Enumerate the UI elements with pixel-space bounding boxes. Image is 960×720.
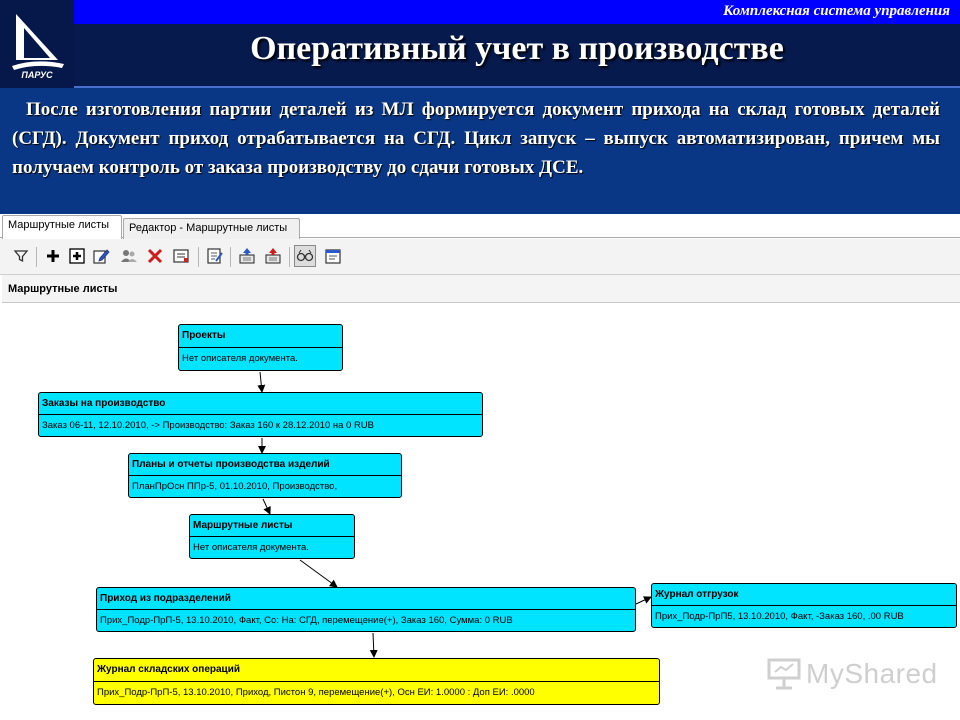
node-projects[interactable] <box>178 324 343 371</box>
node-title: Журнал отгрузок <box>652 584 956 606</box>
toolbar-separator <box>198 247 199 267</box>
node-receipt-from-divisions[interactable] <box>96 587 636 632</box>
node-title: Приход из подразделений <box>97 588 635 610</box>
node-warehouse-journal[interactable] <box>93 658 660 705</box>
presentation-icon <box>766 657 802 691</box>
node-title: Заказы на производство <box>39 393 482 415</box>
node-title: Проекты <box>179 325 342 348</box>
slide-title: Оперативный учет в производстве <box>250 30 784 67</box>
relations-icon[interactable] <box>294 245 316 267</box>
node-description: Нет описателя документа. <box>182 352 298 364</box>
node-description: ПланПрОсн ППр-5, 01.10.2010, Производство, <box>132 480 338 492</box>
description-text: После изготовления партии деталей из МЛ формируется документ прихода на склад готовых деталей (СГД). Документ приход отрабатывается на СГД. Цикл запуск – выпуск автоматизирован, причем мы получаем контроль от заказа производству до сдачи готовых ДСЕ. <box>12 99 940 178</box>
users-icon[interactable] <box>118 245 140 267</box>
node-production-orders[interactable] <box>38 392 483 437</box>
toolbar-separator <box>289 247 290 267</box>
company-logo <box>0 0 74 88</box>
tab-route-sheets-editor[interactable]: Редактор - Маршрутные листы <box>123 218 300 239</box>
node-description: Нет описателя документа. <box>193 541 309 553</box>
node-shipments-journal[interactable] <box>651 583 957 628</box>
node-title: Журнал складских операций <box>94 659 659 682</box>
toolbar-separator <box>230 247 231 267</box>
node-description: Прих_Подр-ПрП5, 13.10.2010, Факт, -Заказ 160, .00 RUB <box>655 610 904 622</box>
properties-icon[interactable] <box>322 245 344 267</box>
filter-icon[interactable] <box>10 245 32 267</box>
node-title: Маршрутные листы <box>190 515 354 537</box>
add-box-icon[interactable] <box>66 245 88 267</box>
node-description: Прих_Подр-ПрП-5, 13.10.2010, Факт, Со: На: СГД, перемещение(+), Заказ 160, Сумма: 0 RUB <box>100 614 513 626</box>
toolbar <box>0 239 960 275</box>
section-header: Маршрутные листы <box>2 275 960 303</box>
node-title: Планы и отчеты производства изделий <box>129 454 401 476</box>
transfer-up-icon[interactable] <box>236 245 258 267</box>
watermark <box>766 654 938 694</box>
node-route-sheets[interactable] <box>189 514 355 559</box>
export-icon[interactable] <box>262 245 284 267</box>
tab-bar <box>0 214 960 238</box>
sail-logo-icon <box>6 6 68 82</box>
edit-icon[interactable] <box>90 245 112 267</box>
add-icon[interactable] <box>42 245 64 267</box>
delete-icon[interactable] <box>144 245 166 267</box>
watermark-text: MyShared <box>806 658 938 689</box>
tab-route-sheets[interactable]: Маршрутные листы <box>2 215 122 239</box>
system-title: Комплексная система управления <box>723 3 950 19</box>
node-description: Прих_Подр-ПрП-5, 13.10.2010, Приход, Пистон 9, перемещение(+), Осн ЕИ: 1.0000 : Доп ЕИ: .0000 <box>97 686 535 698</box>
node-description: Заказ 06-11, 12.10.2010, -> Производство: Заказ 160 к 28.12.2010 на 0 RUB <box>42 419 375 431</box>
toolbar-separator <box>36 247 37 267</box>
node-production-plans[interactable] <box>128 453 402 498</box>
logo-text: ПАРУС <box>21 70 53 80</box>
document-edit-icon[interactable] <box>204 245 226 267</box>
document-view-icon[interactable] <box>170 245 192 267</box>
